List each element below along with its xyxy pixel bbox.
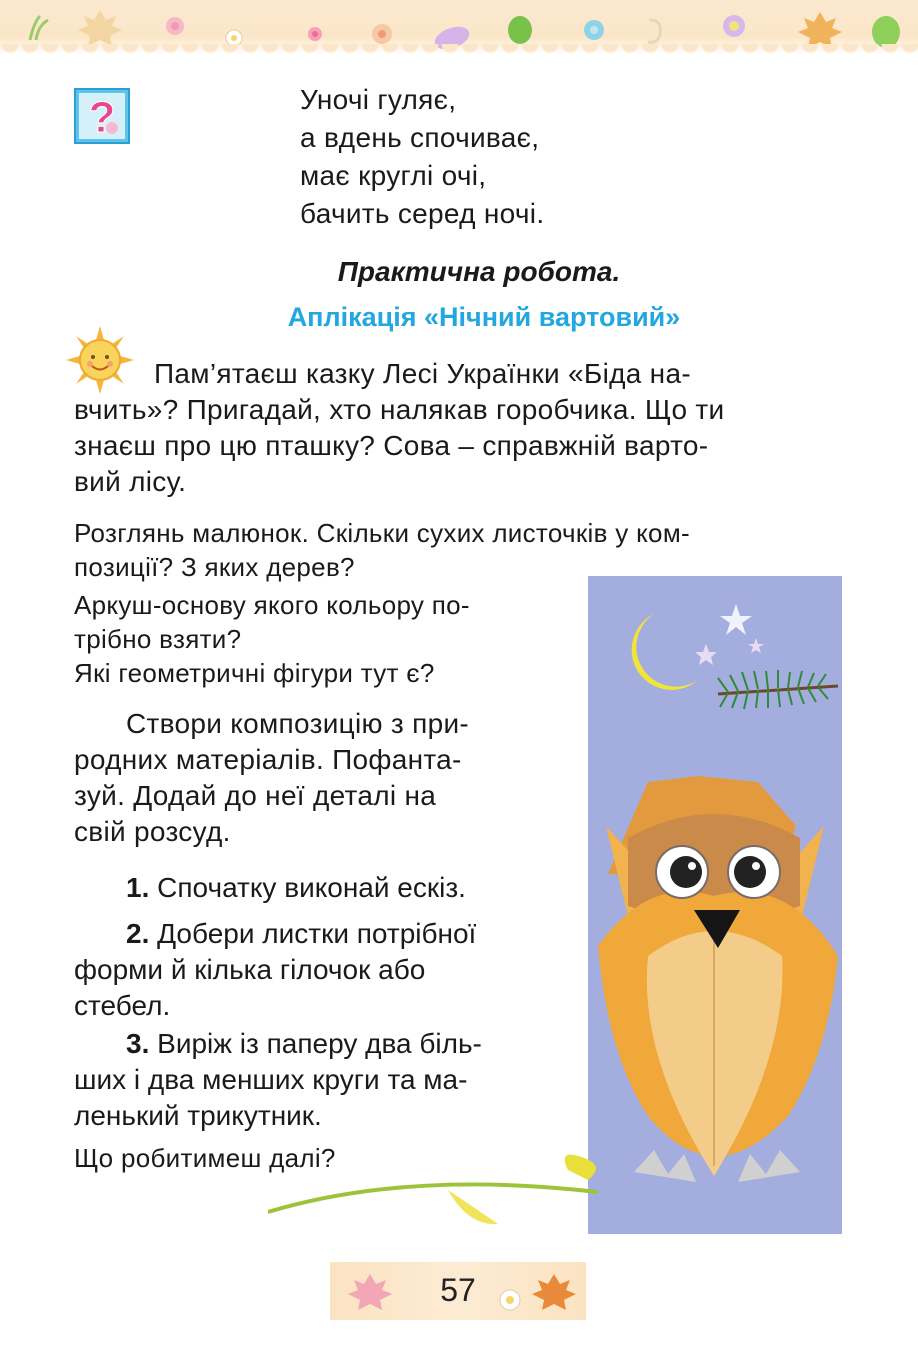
step-text: Спочатку виконай ескіз. xyxy=(157,872,466,903)
svg-text:?: ? xyxy=(88,93,116,142)
step-1 xyxy=(74,870,554,906)
page-number-band xyxy=(330,1262,586,1320)
question-line: позиції? З яких дерев? xyxy=(74,552,355,582)
step-text: форми й кілька гілочок або xyxy=(74,954,426,985)
step-text: ших і два менших круги та ма- xyxy=(74,1064,468,1095)
riddle-line: має круглі очі, xyxy=(300,160,487,191)
step-text: Добери листки потрібної xyxy=(157,918,477,949)
task-paragraph xyxy=(74,706,554,850)
leaf-icon xyxy=(872,16,900,48)
flower-icon xyxy=(166,17,184,35)
riddle-line: бачить серед ночі. xyxy=(300,198,545,229)
question-line: Аркуш-основу якого кольору по- xyxy=(74,590,470,620)
owl-applique-image xyxy=(588,576,842,1234)
riddle-poem xyxy=(300,82,544,234)
intro-line: вий лісу. xyxy=(74,466,187,497)
maple-leaf-icon xyxy=(78,10,122,46)
intro-line: знаєш про цю пташку? Сова – справжній варто- xyxy=(74,430,709,461)
step-2 xyxy=(74,916,554,1024)
question-line: трібно взяти? xyxy=(74,624,242,654)
riddle-line: Уночі гуляє, xyxy=(300,84,457,115)
flower-icon xyxy=(308,27,322,41)
step-text: ленький трикутник. xyxy=(74,1100,322,1131)
petal-icon xyxy=(432,22,473,53)
section-subtitle: Аплікація «Нічний вартовий» xyxy=(287,302,681,332)
question-line: Які геометричні фігури тут є? xyxy=(74,658,435,688)
yellow-leaf-icon xyxy=(448,1190,498,1224)
section-title: Практична робота. xyxy=(337,256,621,287)
step-text: Виріж із паперу два біль- xyxy=(157,1028,482,1059)
swirl-icon xyxy=(648,20,660,42)
step-3 xyxy=(74,1026,554,1134)
decorative-grass-stem xyxy=(268,1150,608,1230)
leaf-icon xyxy=(508,16,532,44)
flower-icon xyxy=(723,15,745,37)
question-paragraph-2 xyxy=(74,588,554,690)
intro-line: вчить»? Пригадай, хто налякав горобчика. Що ти xyxy=(74,394,725,425)
yellow-leaf-icon xyxy=(565,1155,596,1180)
task-line: родних матеріалів. Пофанта- xyxy=(74,744,462,775)
header-ornaments xyxy=(0,0,918,54)
daisy-icon xyxy=(226,30,242,46)
task-line: свій розсуд. xyxy=(74,816,231,847)
step-number: 1. xyxy=(126,872,150,903)
leaf-icon xyxy=(30,16,48,40)
riddle-line: а вдень спочиває, xyxy=(300,122,540,153)
question-line: Розглянь малюнок. Скільки сухих листочків у ком- xyxy=(74,518,690,548)
maple-leaf-icon xyxy=(798,12,842,48)
page-number: 57 xyxy=(440,1272,476,1308)
question-icon xyxy=(74,88,130,144)
closing-question: Що робитимеш далі? xyxy=(74,1143,336,1173)
intro-line: Пам’ятаєш казку Лесі Українки «Біда на- xyxy=(154,358,691,389)
step-number: 3. xyxy=(126,1028,150,1059)
intro-paragraph xyxy=(74,356,838,500)
task-line: зуй. Додай до неї деталі на xyxy=(74,780,437,811)
flower-icon xyxy=(372,24,392,44)
task-line: Створи композицію з при- xyxy=(126,708,470,739)
step-text: стебел. xyxy=(74,990,171,1021)
question-paragraph xyxy=(74,516,838,584)
flower-icon xyxy=(584,20,604,40)
step-number: 2. xyxy=(126,918,150,949)
decorative-header-band xyxy=(0,0,918,54)
